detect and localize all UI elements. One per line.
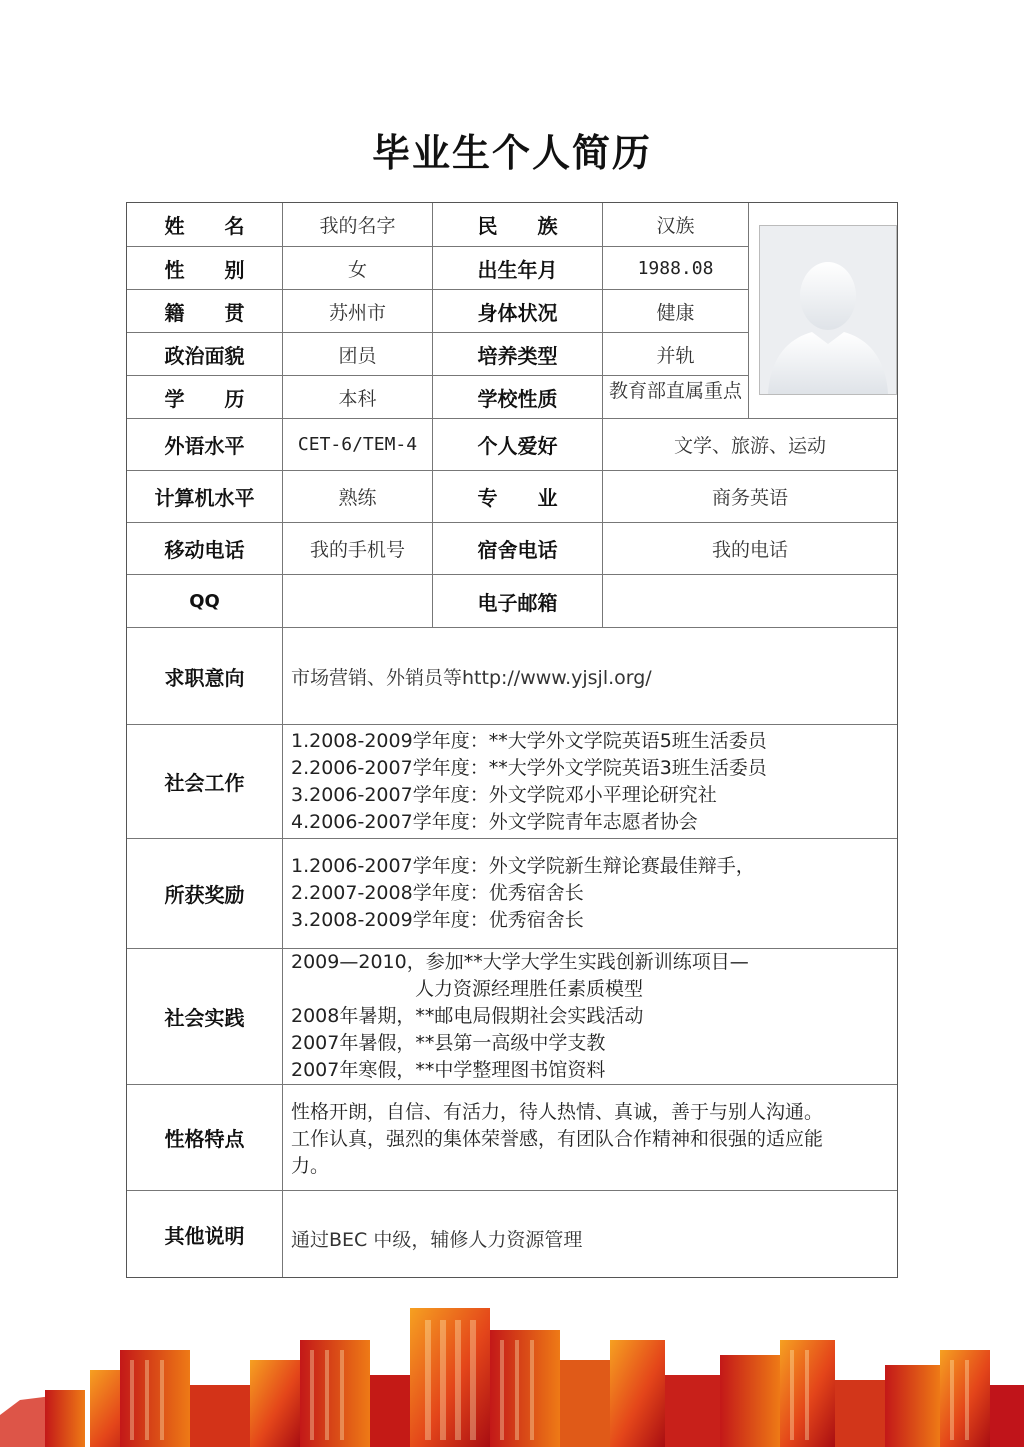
value-health: 健康 (603, 290, 749, 333)
value-gender: 女 (283, 247, 433, 290)
value-education: 本科 (283, 376, 433, 419)
label-language: 外语水平 (127, 419, 283, 471)
label-other: 其他说明 (127, 1191, 283, 1277)
label-dorm-phone: 宿舍电话 (433, 523, 603, 575)
list-item: 2.2007-2008学年度：优秀宿舍长 (291, 882, 584, 904)
label-training: 培养类型 (433, 333, 603, 376)
resume-table (126, 202, 898, 1278)
social-practice-list (283, 949, 897, 1085)
list-item: 人力资源经理胜任素质模型 (415, 978, 644, 1000)
label-mobile: 移动电话 (127, 523, 283, 575)
page-title: 毕业生个人简历 (371, 130, 652, 175)
value-mobile: 我的手机号 (283, 523, 433, 575)
awards-list (283, 839, 897, 949)
label-school-type: 学校性质 (433, 376, 603, 419)
list-item: 3.2006-2007学年度：外文学院邓小平理论研究社 (291, 783, 717, 806)
social-work-list (283, 725, 897, 839)
value-job-intent: 市场营销、外销员等http://www.yjsjl.org/ (283, 628, 897, 725)
label-social-practice: 社会实践 (127, 949, 283, 1085)
label-job-intent: 求职意向 (127, 628, 283, 725)
label-health: 身体状况 (433, 290, 603, 333)
label-qq: QQ (127, 575, 283, 628)
list-item: 2007年寒假，**中学整理图书馆资料 (291, 1059, 606, 1081)
value-name: 我的名字 (283, 203, 433, 247)
list-item: 1.2008-2009学年度：**大学外文学院英语5班生活委员 (291, 729, 767, 752)
value-qq (283, 575, 433, 628)
label-awards: 所获奖励 (127, 839, 283, 949)
label-gender: 性 别 (127, 247, 283, 290)
label-political: 政治面貌 (127, 333, 283, 376)
value-major: 商务英语 (603, 471, 897, 523)
value-birth: 1988.08 (603, 247, 749, 290)
label-education: 学 历 (127, 376, 283, 419)
value-ethnicity: 汉族 (603, 203, 749, 247)
list-item: 2.2006-2007学年度：**大学外文学院英语3班生活委员 (291, 756, 767, 779)
list-item: 3.2008-2009学年度：优秀宿舍长 (291, 909, 584, 931)
list-item: 2009—2010，参加**大学大学生实践创新训练项目— (291, 951, 749, 973)
label-hobbies: 个人爱好 (433, 419, 603, 471)
list-item: 2007年暑假，**县第一高级中学支教 (291, 1032, 606, 1054)
text-line: 工作认真，强烈的集体荣誉感，有团队合作精神和很强的适应能 (291, 1128, 824, 1150)
list-item: 4.2006-2007学年度：外文学院青年志愿者协会 (291, 810, 698, 833)
text-line: 性格开朗，自信、有活力，待人热情、真诚，善于与别人沟通。 (291, 1101, 824, 1123)
value-political: 团员 (283, 333, 433, 376)
value-email (603, 575, 897, 628)
person-silhouette-icon (760, 226, 896, 394)
label-email: 电子邮箱 (433, 575, 603, 628)
value-language: CET-6/TEM-4 (283, 419, 433, 471)
value-computer: 熟练 (283, 471, 433, 523)
label-personality: 性格特点 (127, 1085, 283, 1191)
label-hometown: 籍 贯 (127, 290, 283, 333)
value-hometown: 苏州市 (283, 290, 433, 333)
value-dorm-phone: 我的电话 (603, 523, 897, 575)
text-line: 力。 (291, 1155, 330, 1177)
city-skyline-decoration (0, 1300, 1024, 1447)
label-birth: 出生年月 (433, 247, 603, 290)
value-hobbies: 文学、旅游、运动 (603, 419, 897, 471)
label-social-work: 社会工作 (127, 725, 283, 839)
personality-text (283, 1085, 897, 1191)
list-item: 2008年暑期，**邮电局假期社会实践活动 (291, 1005, 644, 1027)
value-other: 通过BEC 中级，辅修人力资源管理 (291, 1229, 583, 1251)
label-computer: 计算机水平 (127, 471, 283, 523)
value-school-type: 教育部直属重点 (603, 376, 749, 419)
label-major: 专 业 (433, 471, 603, 523)
label-name: 姓 名 (127, 203, 283, 247)
value-training: 并轨 (603, 333, 749, 376)
list-item: 1.2006-2007学年度：外文学院新生辩论赛最佳辩手， (291, 855, 755, 877)
avatar (759, 225, 897, 395)
label-ethnicity: 民 族 (433, 203, 603, 247)
